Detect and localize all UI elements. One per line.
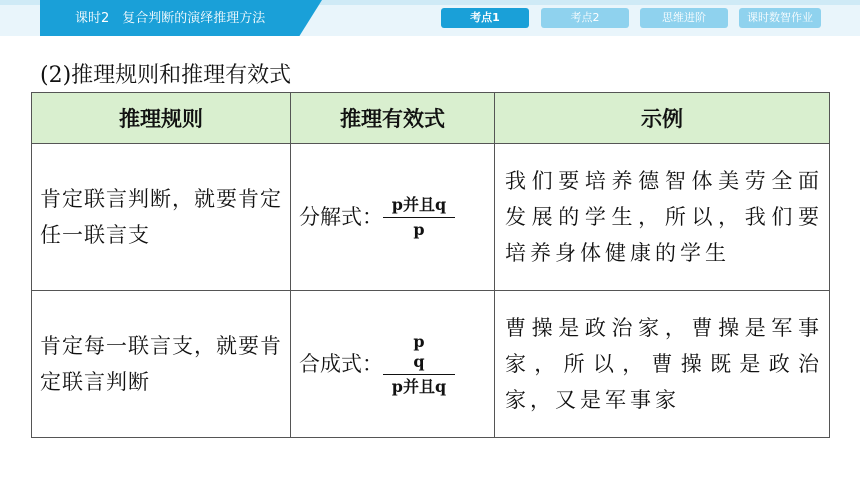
nav-tab-kaodian-2[interactable]: 考点2: [541, 8, 629, 28]
section-title: (2)推理规则和推理有效式: [40, 63, 292, 88]
formula-cell: [291, 291, 495, 438]
formula-premise: p并且q: [391, 194, 447, 214]
formula-label: 合成式：: [299, 352, 383, 376]
formula-cell: [291, 144, 495, 291]
header-bar: [0, 0, 860, 36]
formula-conclusion: p: [413, 219, 425, 239]
table-row: [32, 291, 830, 438]
formula-divider: [383, 374, 455, 375]
formula-divider: [383, 217, 455, 218]
formula-premise: p: [413, 331, 425, 351]
column-header-formula: 推理有效式: [291, 93, 495, 144]
formula-fraction: [383, 332, 455, 397]
table-row: [32, 144, 830, 291]
nav-tab-kaodian-1[interactable]: 考点1: [441, 8, 529, 28]
table-header-row: [32, 93, 830, 144]
rules-table: [31, 92, 830, 438]
rule-cell: 肯定每一联言支，就要肯定联言判断: [32, 291, 291, 438]
column-header-rule: 推理规则: [32, 93, 291, 144]
nav-tab-homework[interactable]: 课时数智作业: [739, 8, 821, 28]
formula-label: 分解式：: [299, 205, 383, 229]
formula-premise: q: [413, 351, 425, 371]
formula-fraction: [383, 195, 455, 240]
example-cell: 曹操是政治家，曹操是军事家，所以，曹操既是政治家，又是军事家: [495, 291, 830, 438]
rule-cell: 肯定联言判断，就要肯定任一联言支: [32, 144, 291, 291]
example-cell: 我们要培养德智体美劳全面发展的学生，所以，我们要培养身体健康的学生: [495, 144, 830, 291]
nav-tab-thinking-advance[interactable]: 思维进阶: [640, 8, 728, 28]
formula-conclusion: p并且q: [391, 376, 447, 396]
column-header-example: 示例: [495, 93, 830, 144]
lesson-title: 课时2 复合判断的演绎推理方法: [75, 11, 266, 26]
